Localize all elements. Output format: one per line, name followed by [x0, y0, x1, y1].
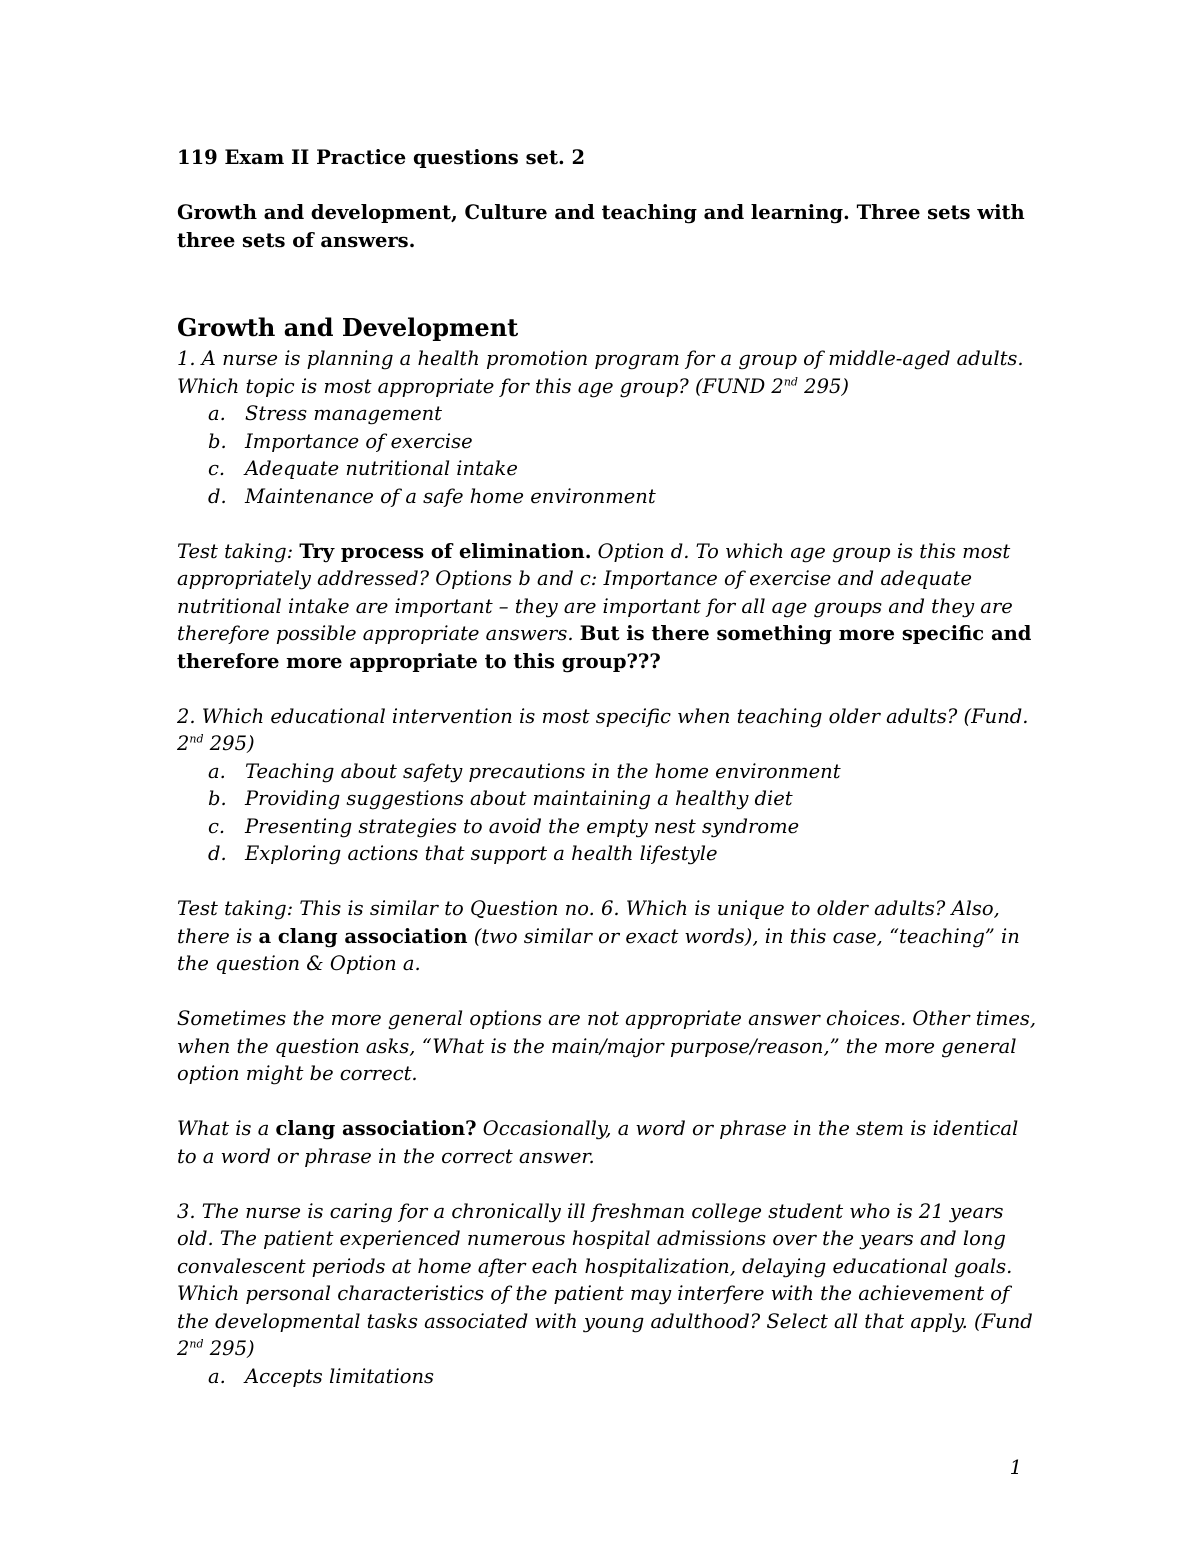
general-options-note: Sometimes the more general options are not appropriate answer choices. Other times, when the question asks, “What is the main/major purpose/reason,” the more general option might be correct.	[177, 1007, 1037, 1085]
question-3-stem: 3. The nurse is caring for a chronically ill freshman college student who is 21 years old. The patient experienced numerous hospital admissions over the years and long convalescent periods at home after each hospitalization, delaying educational goals. Which personal characteristics of the patient may interfere with the achievement of the developmental tasks associated with young adulthood? Select all that apply. (Fund 2nd 295)	[177, 1199, 1033, 1360]
question-2-option-c: c. Presenting strategies to avoid the empty nest syndrome	[208, 814, 800, 838]
question-2-stem: 2. Which educational intervention is most specific when teaching older adults? (Fund. 2nd 295)	[177, 704, 1029, 755]
document-subtitle: Growth and development, Culture and teaching and learning. Three sets with three sets of answers.	[177, 201, 1025, 252]
question-2-option-a: a. Teaching about safety precautions in the home environment	[208, 759, 841, 783]
question-1-option-c: c. Adequate nutritional intake	[208, 457, 518, 480]
document-page	[177, 144, 1037, 1390]
question-2-option-b: b. Providing suggestions about maintaining a healthy diet	[208, 787, 793, 810]
question-3-option-a: a. Accepts limitations	[208, 1364, 435, 1388]
section-heading: Growth and Development	[177, 313, 519, 342]
question-1-test-taking-tip: Test taking: Try process of elimination. Option d. To which age group is this most appropriately addressed? Options b and c: Importance of exercise and adequate nutritional intake are important – they are important for all age groups and they are therefore possible appropriate answers. But is there something more specific and therefore more appropriate to this group???	[177, 539, 1032, 673]
page-number: 1	[1009, 1456, 1022, 1479]
question-1-option-d: d. Maintenance of a safe home environment	[208, 484, 656, 508]
question-1-option-b: b. Importance of exercise	[208, 429, 473, 453]
document-title: 119 Exam II Practice questions set. 2	[177, 146, 586, 169]
question-1-stem: 1. A nurse is planning a health promotion program for a group of middle-aged adults. Which topic is most appropriate for this age group? (FUND 2nd 295)	[177, 347, 1024, 398]
question-2-test-taking-tip: Test taking: This is similar to Question no. 6. Which is unique to older adults? Also, there is a clang association (two similar or exact words), in this case, “teaching” in the question & Option a.	[177, 897, 1020, 975]
question-2-option-d: d. Exploring actions that support a health lifestyle	[208, 842, 718, 865]
clang-association-note: What is a clang association? Occasionally, a word or phrase in the stem is identical to a word or phrase in the correct answer.	[177, 1117, 1019, 1168]
question-1-option-a: a. Stress management	[208, 402, 443, 425]
